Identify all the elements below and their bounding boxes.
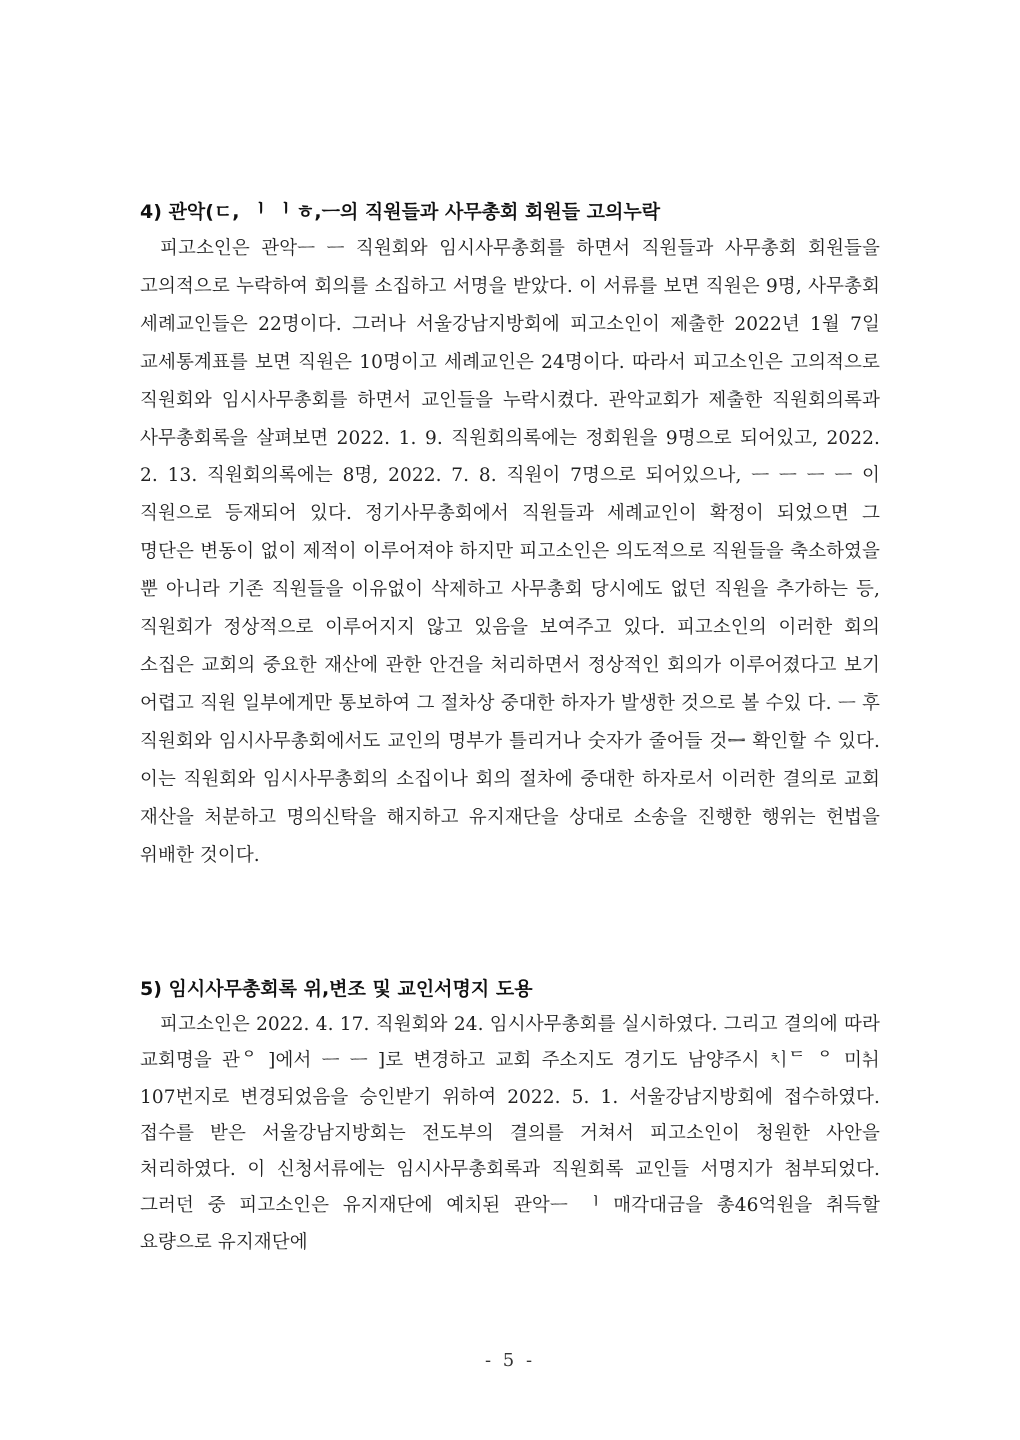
section-5 — [140, 975, 880, 1261]
section-4 — [140, 198, 880, 874]
section-heading: 4) 관악(ㄷ, ᅵ ᅵ ㅎ,ㅡ의 직원들과 사무총회 회원들 고의누락 — [140, 201, 661, 223]
section-paragraph: 피고소인은 관악ᅳ ᅳ 직원회와 임시사무총회를 하면서 직원들과 사무총회 회원들을 고의적으로 누락하여 회의를 소집하고 서명을 받았다. 이 서류를 보면 직원은 9명, 사무총회 세례교인들은 22명이다. 그러나 서울강남지방회에 피고소인이 제출한 2022년 1월 7일 교세통계표를 보면 직원은 10명이고 세례교인은 24명이다. 따라서 피고소인은 고의적으로 직원회와 임시사무총회를 하면서 교인들을 누락시켰다. 관악교회가 제출한 직원회의록과 사무총회록을 살펴보면 2022. 1. 9. 직원회의록에는 정회원을 9명으로 되어있고, 2022. 2. 13. 직원회의록에는 8명, 2022. 7. 8. 직원이 7명으로 되어있으나, ᅳ ᅳ ᅳ ᅳ 이 직원으로 등재되어 있다. 정기사무총회에서 직원들과 세례교인이 확정이 되었으면 그 명단은 변동이 없이 제적이 이루어져야 하지만 피고소인은 의도적으로 직원들을 축소하였을 뿐 아니라 기존 직원들을 이유없이 삭제하고 사무총회 당시에도 없던 직원을 추가하는 등, 직원회가 정상적으로 이루어지지 않고 있음을 보여주고 있다. 피고소인의 이러한 회의 소집은 교회의 중요한 재산에 관한 안건을 처리하면서 정상적인 회의가 이루어졌다고 보기 어렵고 직원 일부에게만 통보하여 그 절차상 중대한 하자가 발생한 것으로 볼 수있 다. ᅳ 후 직원회와 임시사무총회에서도 교인의 명부가 틀리거나 숫자가 줄어들 것ᆖ 확인할 수 있다. 이는 직원회와 임시사무총회의 소집이나 회의 절차에 중대한 하자로서 이러한 결의로 교회 재산을 처분하고 명의신탁을 해지하고 유지재단을 상대로 소송을 진행한 행위는 헌법을 위배한 것이다. — [140, 238, 880, 866]
section-paragraph: 피고소인은 2022. 4. 17. 직원회와 24. 임시사무총회를 실시하였다. 그리고 결의에 따라 교회명을 관ᄋ ]에서 ᅳ ᅳ ]로 변경하고 교회 주소지도 경기도 남양주시 ᅕᅵᄃ ᄋ 미ᅕᅱ 107번지로 변경되었음을 승인받기 위하여 2022. 5. 1. 서울강남지방회에 접수하였다. 접수를 받은 서울강남지방회는 전도부의 결의를 거쳐서 피고소인이 청원한 사안을 처리하였다. 이 신청서류에는 임시사무총회록과 직원회록 교인들 서명지가 첨부되었다. 그러던 중 피고소인은 유지재단에 예치된 관악ᅳ ᅵ 매각대금을 총46억원을 취득할 요량으로 유지재단에 — [140, 1014, 880, 1253]
section-heading: 5) 임시사무총회록 위,변조 및 교인서명지 도용 — [140, 978, 533, 1000]
page-number: - 5 - — [484, 1350, 536, 1371]
